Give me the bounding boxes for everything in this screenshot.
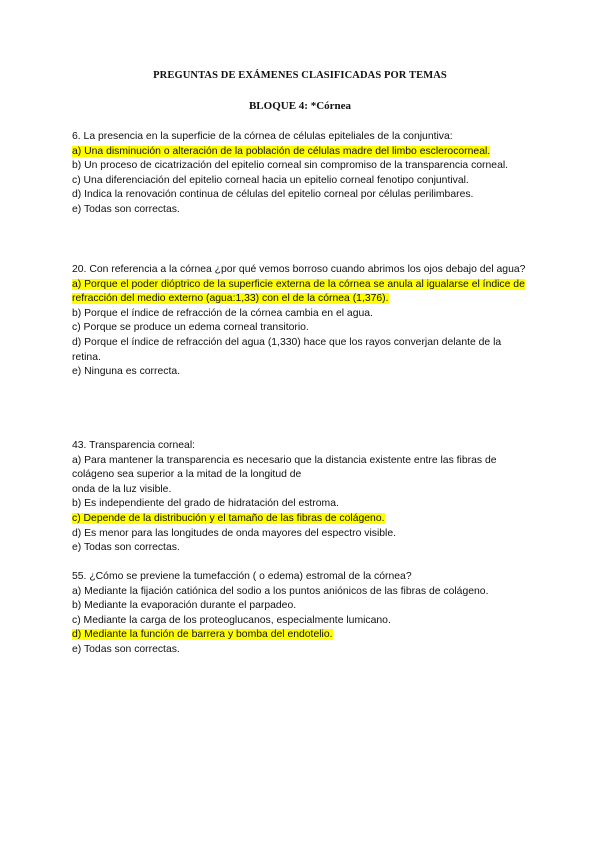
question-55	[72, 570, 530, 658]
answer-option-b: b) Porque el índice de refracción de la córnea cambia en el agua.	[72, 307, 373, 319]
answer-option-d: d) Es menor para las longitudes de onda mayores del espectro visible.	[72, 527, 397, 539]
answer-option-b: b) Es independiente del grado de hidratación del estroma.	[72, 498, 339, 510]
answer-option-d	[72, 628, 530, 643]
answer-option-e: e) Todas son correctas.	[72, 203, 180, 215]
block-title: BLOQUE 4: *Córnea	[248, 100, 352, 112]
answer-option-c: c) Mediante la carga de los proteoglucanos, especialmente lumicano.	[72, 614, 391, 626]
highlighted-answer: a) Una disminución o alteración de la población de células madre del limbo esclerocorneal.	[72, 145, 491, 157]
question-stem: 20. Con referencia a la córnea ¿por qué vemos borroso cuando abrimos los ojos debajo del agua?	[72, 264, 526, 275]
highlighted-answer: d) Mediante la función de barrera y bomba del endotelio.	[72, 629, 333, 641]
answer-option-b: b) Mediante la evaporación durante el parpadeo.	[72, 600, 297, 612]
answer-option-d: d) Porque el índice de refracción del agua (1,330) hace que los rayos converjan delante de la retina.	[72, 336, 502, 363]
question-stem: 6. La presencia en la superficie de la córnea de células epiteliales de la conjuntiva:	[72, 131, 453, 142]
answer-option-a-continued: onda de la luz visible.	[72, 483, 172, 495]
answer-option-e: e) Todas son correctas.	[72, 542, 180, 554]
answer-option-a: a) Mediante la fijación catiónica del sodio a los puntos aniónicos de las fibras de colágeno.	[72, 585, 489, 597]
answer-option-a: a) Para mantener la transparencia es necesario que la distancia existente entre las fibras de colágeno sea superior a la mitad de la longitud de	[72, 454, 497, 481]
document-title: PREGUNTAS DE EXÁMENES CLASIFICADAS POR TEMAS	[153, 70, 447, 81]
question-20	[72, 263, 530, 380]
answer-option-c: c) Porque se produce un edema corneal transitorio.	[72, 322, 309, 334]
answer-option-e: e) Todas son correctas.	[72, 643, 180, 655]
answer-option-c: c) Una diferenciación del epitelio corneal hacia un epitelio corneal fenotipo conjuntival.	[72, 174, 469, 186]
answer-option-a	[72, 145, 530, 160]
question-6	[72, 130, 530, 218]
answer-option-e: e) Ninguna es correcta.	[72, 366, 181, 378]
answer-option-b: b) Un proceso de cicatrización del epitelio corneal sin compromiso de la transparencia corneal.	[72, 160, 509, 172]
answer-option-c	[72, 512, 530, 527]
question-43	[72, 439, 530, 556]
question-stem: 43. Transparencia corneal:	[72, 440, 196, 451]
highlighted-answer: a) Porque el poder dióptrico de la superficie externa de la córnea se anula al igualarse el índice de refracción del medio externo (agua:1,33) con el de la córnea (1,376).	[72, 278, 525, 305]
question-stem: 55. ¿Cómo se previene la tumefacción ( o edema) estromal de la córnea?	[72, 571, 412, 582]
answer-option-d: d) Indica la renovación continua de células del epitelio corneal por células perilimbares.	[72, 189, 474, 201]
highlighted-answer: c) Depende de la distribución y el tamaño de las fibras de colágeno.	[72, 512, 385, 524]
answer-option-a	[72, 278, 530, 307]
